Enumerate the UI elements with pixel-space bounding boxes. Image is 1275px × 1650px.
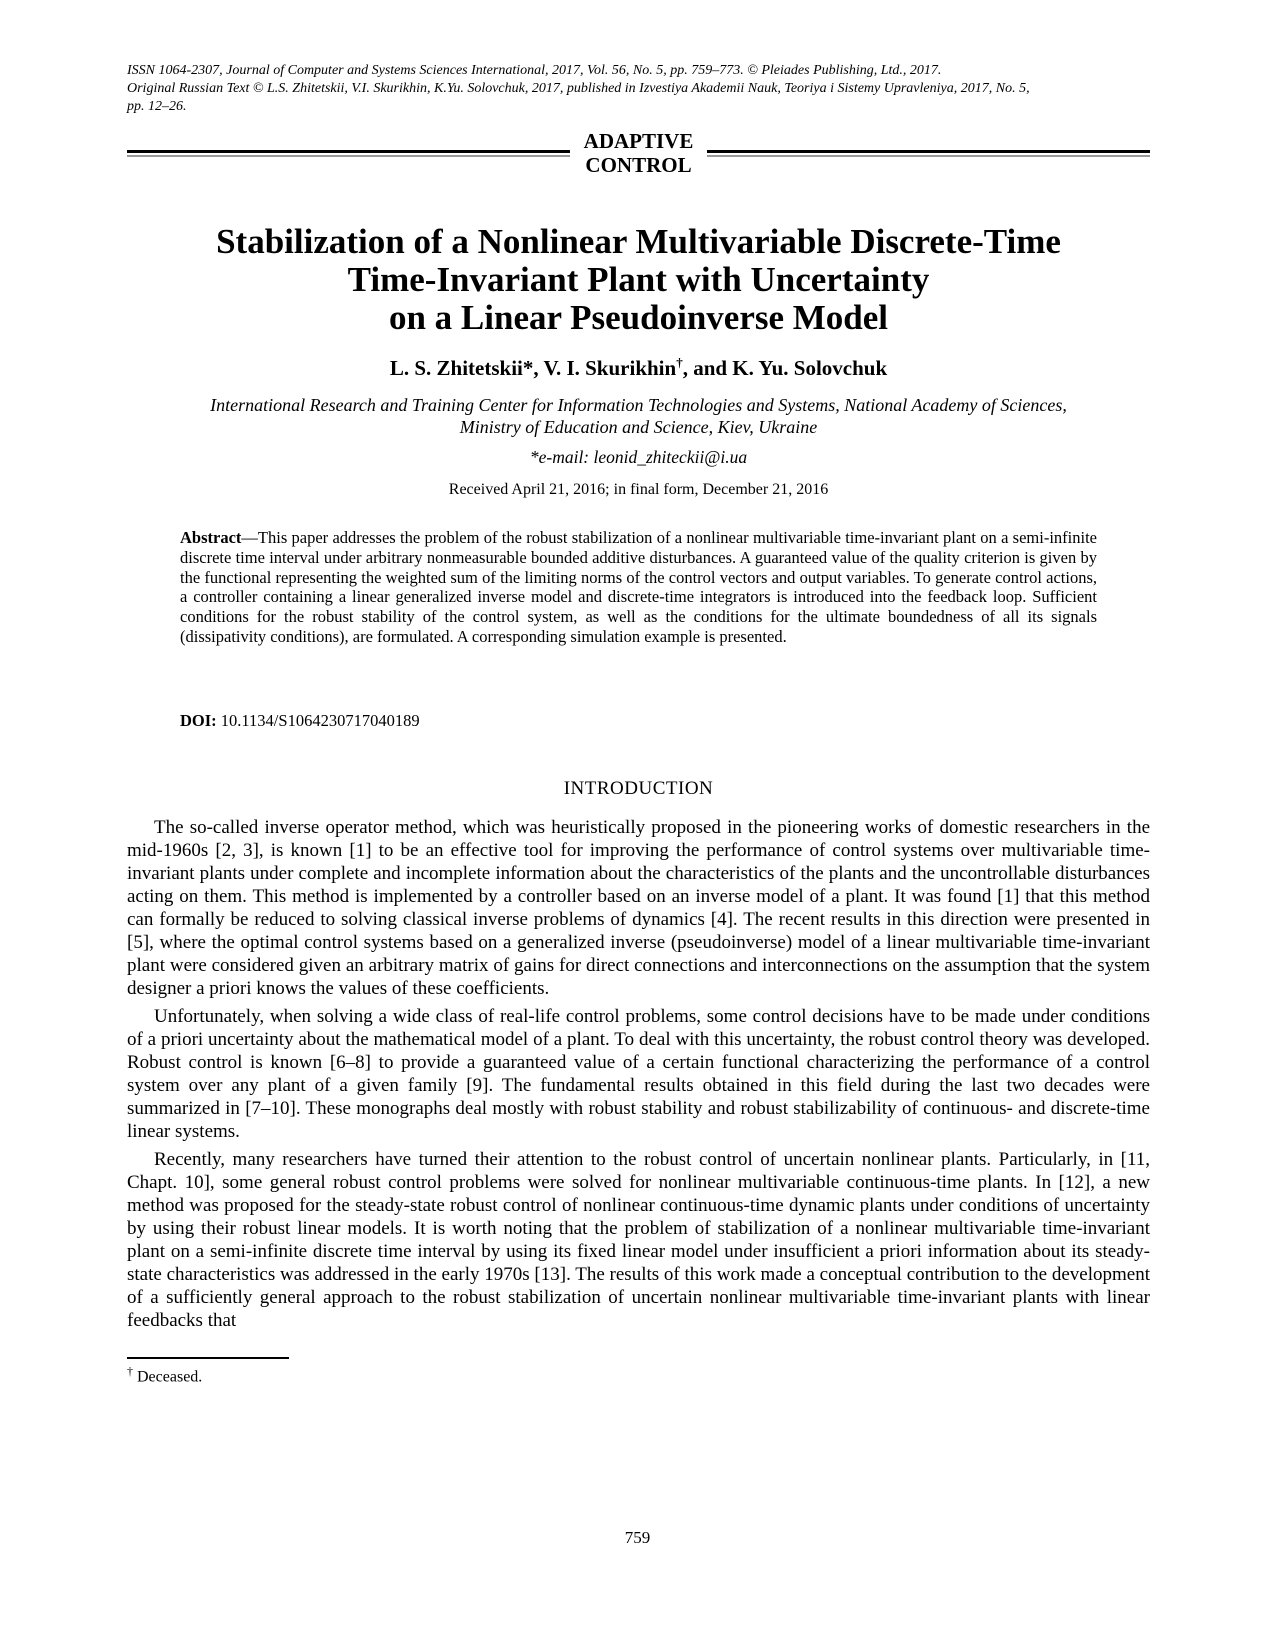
article-title-line-3: on a Linear Pseudoinverse Model	[388, 298, 889, 337]
masthead-line-2: Original Russian Text © L.S. Zhitetskii, V.I. Skurikhin, K.Yu. Solovchuk, 2017, published in Izvestiya Akademii Nauk, Teoriya i Sistemy Upravleniya, 2017, No. 5,	[127, 81, 1030, 96]
section-banner-line-1: ADAPTIVE	[583, 129, 694, 153]
author-dagger-mark: †	[676, 355, 683, 370]
email-line: *e-mail: leonid_zhiteckii@i.ua	[529, 447, 748, 467]
affiliation-line-2: Ministry of Education and Science, Kiev, Ukraine	[459, 417, 818, 437]
article-title-line-2: Time-Invariant Plant with Uncertainty	[347, 260, 930, 299]
received-line: Received April 21, 2016; in final form, December 21, 2016	[448, 481, 829, 498]
footnote-divider	[127, 1357, 289, 1359]
masthead-line-3: pp. 12–26.	[127, 99, 187, 114]
section-banner-title	[570, 129, 708, 177]
doi-line	[180, 711, 1097, 731]
masthead	[127, 62, 1150, 116]
abstract-text: —This paper addresses the problem of the robust stabilization of a nonlinear multivariable time-invariant plant on a semi-infinite discrete time interval under arbitrary nonmeasurable bounded additive disturbances. A guaranteed value of the quality criterion is given by the functional representing the weighted sum of the limiting norms of the control vectors and output variables. To generate control actions, a controller containing a linear generalized inverse model and discrete-time integrators is introduced into the feedback loop. Sufficient conditions for the robust stability of the control system, as well as the conditions for the ultimate boundedness of all its signals (dissipativity conditions), are formulated. A corresponding simulation example is presented.	[180, 528, 1097, 646]
banner-rule-right	[707, 150, 1150, 157]
introduction-paragraph-2: Unfortunately, when solving a wide class of real-life control problems, some control decisions have to be made under conditions of a priori uncertainty about the mathematical model of a plant. To deal with this uncertainty, the robust control theory was developed. Robust control is known [6–8] to provide a guaranteed value of a certain functional characterizing the performance of a control system over any plant of a given family [9]. The fundamental results obtained in this field during the last two decades were summarized in [7–10]. These monographs deal mostly with robust stability and robust stabilizability of continuous- and discrete-time linear systems.	[127, 1005, 1150, 1142]
abstract	[180, 528, 1097, 647]
introduction-paragraph-1: The so-called inverse operator method, which was heuristically proposed in the pioneering works of domestic researchers in the mid-1960s [2, 3], is known [1] to be an effective tool for improving the performance of control systems over multivariable time-invariant plants under complete and incomplete information about the characteristics of the plants and the uncontrollable disturbances acting on them. This method is implemented by a controller based on an inverse model of a plant. It was found [1] that this method can formally be reduced to solving classical inverse problems of dynamics [4]. The recent results in this direction were presented in [5], where the optimal control systems based on a generalized inverse (pseudoinverse) model of a linear multivariable time-invariant plant were considered given an arbitrary matrix of gains for direct connections and interconnections on the assumption that the system designer a priori knows the values of these coefficients.	[127, 816, 1150, 999]
affiliation	[127, 394, 1150, 438]
footnote-dagger-mark: †	[127, 1363, 133, 1378]
footnote-text: Deceased.	[133, 1367, 203, 1385]
article-title	[127, 223, 1150, 337]
authors-part-1: L. S. Zhitetskii*, V. I. Skurikhin	[389, 356, 677, 380]
authors-part-2: , and K. Yu. Solovchuk	[682, 356, 888, 380]
page-number: 759	[624, 1528, 651, 1547]
affiliation-line-1: International Research and Training Center for Information Technologies and Systems, National Academy of Sciences,	[210, 395, 1067, 415]
introduction-body	[127, 816, 1150, 1332]
introduction-heading: INTRODUCTION	[563, 777, 714, 799]
abstract-label: Abstract	[180, 528, 242, 547]
footnote	[127, 1364, 1150, 1386]
doi-label: DOI:	[180, 710, 217, 730]
section-banner	[127, 129, 1150, 177]
banner-rule-left	[127, 150, 570, 157]
doi-value: 10.1134/S1064230717040189	[220, 710, 420, 730]
authors-line	[127, 355, 1150, 381]
article-title-line-1: Stabilization of a Nonlinear Multivariable Discrete-Time	[216, 222, 1061, 261]
introduction-paragraph-3: Recently, many researchers have turned their attention to the robust control of uncertain nonlinear plants. Particularly, in [11, Chapt. 10], some general robust control problems were solved for nonlinear multivariable continuous-time plants. In [12], a new method was proposed for the steady-state robust control of nonlinear continuous-time dynamic plants under conditions of uncertainty by using their robust linear models. It is worth noting that the problem of stabilization of a nonlinear multivariable time-invariant plant on a semi-infinite discrete time interval by using its fixed linear model under insufficient a priori information about its steady-state characteristics was addressed in the early 1970s [13]. The results of this work made a conceptual contribution to the development of a sufficiently general approach to the robust stabilization of uncertain nonlinear multivariable time-invariant plants with linear feedbacks that	[127, 1148, 1150, 1331]
masthead-line-1: ISSN 1064-2307, Journal of Computer and Systems Sciences International, 2017, Vol. 56, No. 5, pp. 759–773. © Pleiades Publishing, Ltd., 2017.	[127, 63, 942, 78]
section-banner-line-2: CONTROL	[585, 153, 692, 177]
